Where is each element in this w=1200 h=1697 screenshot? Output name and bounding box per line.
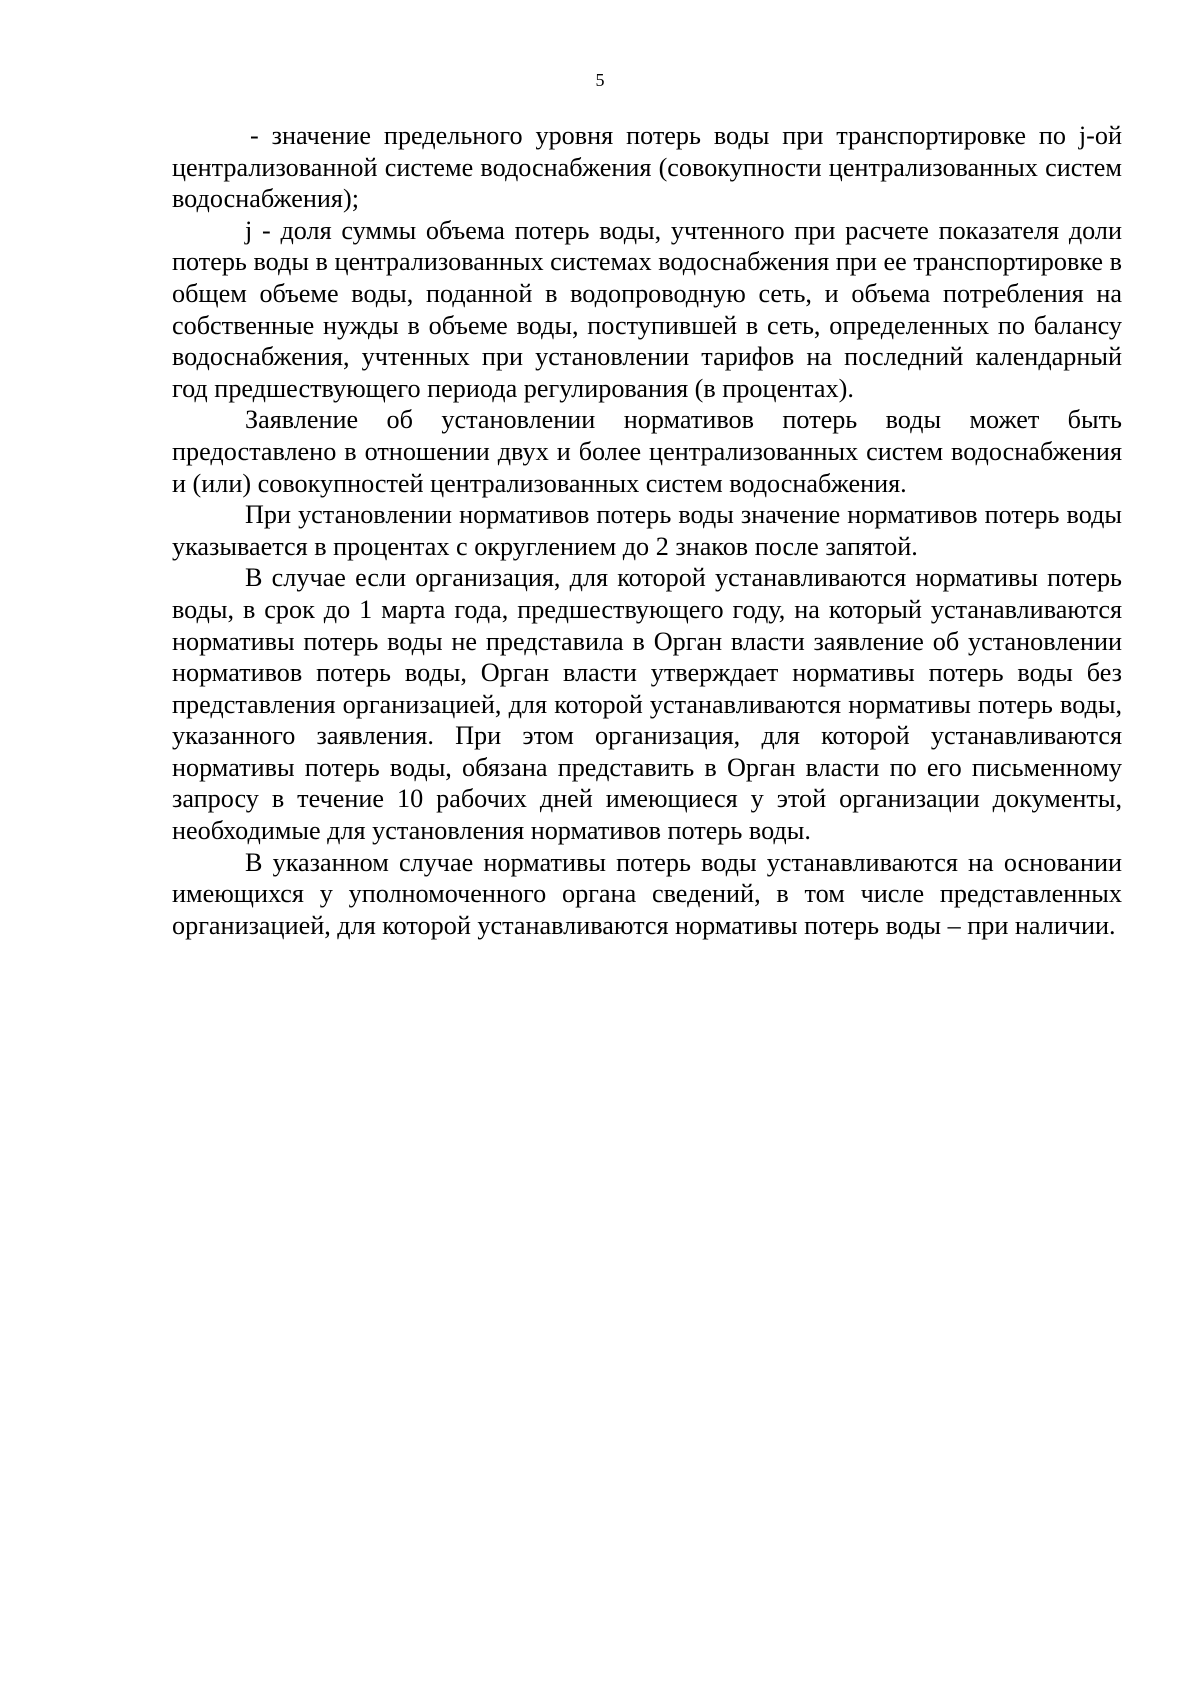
- paragraph-application-scope: Заявление об установлении нормативов потерь воды может быть предоставлено в отношении двух и более централизованных систем водоснабжения и (или) совокупностей централизованных систем водоснабжения.: [172, 405, 1122, 498]
- paragraph-basis-of-norms: В указанном случае нормативы потерь воды устанавливаются на основании имеющихся у уполномоченного органа сведений, в том числе представленных организацией, для которой устанавливаются нормативы потерь воды – при наличии.: [172, 847, 1122, 940]
- paragraph-loss-level-definition: - значение предельного уровня потерь воды при транспортировке по j-ой централизованной системе водоснабжения (совокупности централизованных систем водоснабжения);: [172, 121, 1122, 214]
- paragraph-rounding-rule: При установлении нормативов потерь воды значение нормативов потерь воды указывается в процентах с округлением до 2 знаков после запятой.: [172, 500, 1122, 561]
- document-body: [172, 120, 1122, 941]
- page-number: 5: [595, 70, 605, 90]
- paragraph-missing-application: В случае если организация, для которой устанавливаются нормативы потерь воды, в срок до 1 марта года, предшествующего году, на который устанавливаются нормативы потерь воды не представила в Орган власти заявление об установлении нормативов потерь воды, Орган власти утверждает нормативы потерь воды без представления организацией, для которой устанавливаются нормативы потерь воды, указанного заявления. При этом организация, для которой устанавливаются нормативы потерь воды, обязана представить в Орган власти по его письменному запросу в течение 10 рабочих дней имеющиеся у этой организации документы, необходимые для установления нормативов потерь воды.: [172, 563, 1122, 846]
- paragraph-j-share-definition: j - доля суммы объема потерь воды, учтенного при расчете показателя доли потерь воды в централизованных системах водоснабжения при ее транспортировке в общем объеме воды, поданной в водопроводную сеть, и объема потребления на собственные нужды в объеме воды, поступившей в сеть, определенных по балансу водоснабжения, учтенных при установлении тарифов на последний календарный год предшествующего периода регулирования (в процентах).: [172, 215, 1122, 403]
